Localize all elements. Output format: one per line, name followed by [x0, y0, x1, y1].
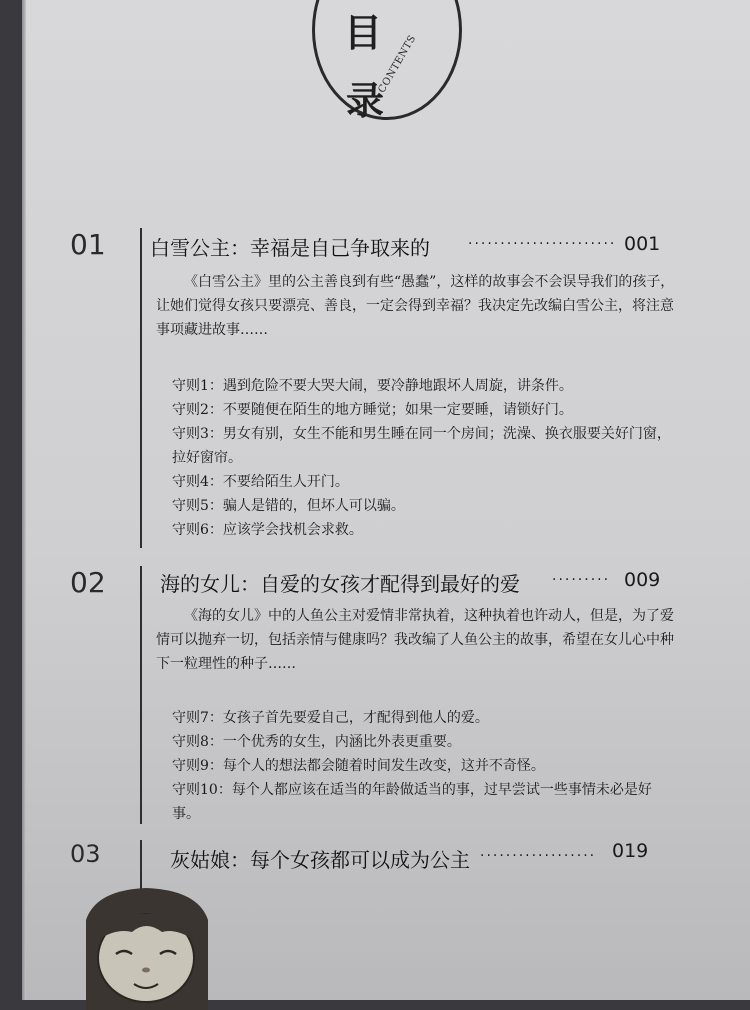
chapter-1-rule-4: 守则4：不要给陌生人开门。: [172, 474, 349, 490]
contents-heading-char-2: 录: [346, 78, 385, 123]
contents-heading-char-1: 目: [344, 10, 383, 55]
chapter-2-number: 02: [70, 566, 106, 599]
chapter-1-summary: 《白雪公主》里的公主善良到有些“愚蠢”，这样的故事会不会误导我们的孩子，让她们觉得女孩只要漂亮、善良，一定会得到幸福？我决定先改编白雪公主，将注意事项藏进故事……: [156, 274, 675, 338]
chapter-2-rule-8: 守则8：一个优秀的女生，内涵比外表更重要。: [172, 734, 461, 750]
chapter-3-title[interactable]: 灰姑娘：每个女孩都可以成为公主: [170, 848, 470, 872]
chapter-2-rule-7: 守则7：女孩子首先要爱自己，才配得到他人的爱。: [172, 710, 489, 726]
chapter-3-page-number[interactable]: 019: [612, 840, 649, 862]
chapter-1-rule-3: 守则3：男女有别，女生不能和男生睡在同一个房间；洗澡、换衣服要关好门窗，拉好窗帘。: [172, 426, 671, 466]
chapter-2-rule-9: 守则9：每个人的想法都会随着时间发生改变，这并不奇怪。: [172, 758, 545, 774]
chapter-3-number: 03: [70, 840, 101, 868]
contents-heading-en: CONTENTS: [376, 33, 419, 95]
page-edge: [22, 0, 26, 1000]
chapter-2-title[interactable]: 海的女儿：自爱的女孩才配得到最好的爱: [160, 572, 520, 596]
chapter-2-leader-dots: ·········: [552, 572, 611, 588]
chapter-1-divider: [140, 228, 142, 548]
chapter-1-number: 01: [70, 228, 106, 261]
chapter-1-rule-1: 守则1：遇到危险不要大哭大闹，要冷静地跟坏人周旋，讲条件。: [172, 378, 573, 394]
chapter-2-rule-10: 守则10：每个人都应该在适当的年龄做适当的事，过早尝试一些事情未必是好事。: [172, 782, 652, 822]
chapter-1-rule-2: 守则2：不要随便在陌生的地方睡觉；如果一定要睡，请锁好门。: [172, 402, 573, 418]
chapter-1-page-number[interactable]: 001: [624, 233, 661, 255]
chapter-1-rule-5: 守则5：骗人是错的，但坏人可以骗。: [172, 498, 405, 514]
chapter-2-page-number[interactable]: 009: [624, 569, 661, 591]
chapter-2-summary: 《海的女儿》中的人鱼公主对爱情非常执着，这种执着也许动人，但是，为了爱情可以抛弃一切，包括亲情与健康吗？我改编了人鱼公主的故事，希望在女儿心中种下一粒理性的种子……: [156, 608, 674, 672]
cartoon-girl-illustration: [76, 880, 216, 1010]
chapter-2-divider: [140, 566, 142, 824]
chapter-1-rule-6: 守则6：应该学会找机会求救。: [172, 522, 363, 538]
chapter-1-leader-dots: ·······················: [468, 236, 617, 252]
chapter-1-title[interactable]: 白雪公主：幸福是自己争取来的: [150, 236, 430, 260]
contents-emblem-circle: [312, 0, 462, 120]
chapter-3-leader-dots: ··················: [480, 848, 597, 864]
